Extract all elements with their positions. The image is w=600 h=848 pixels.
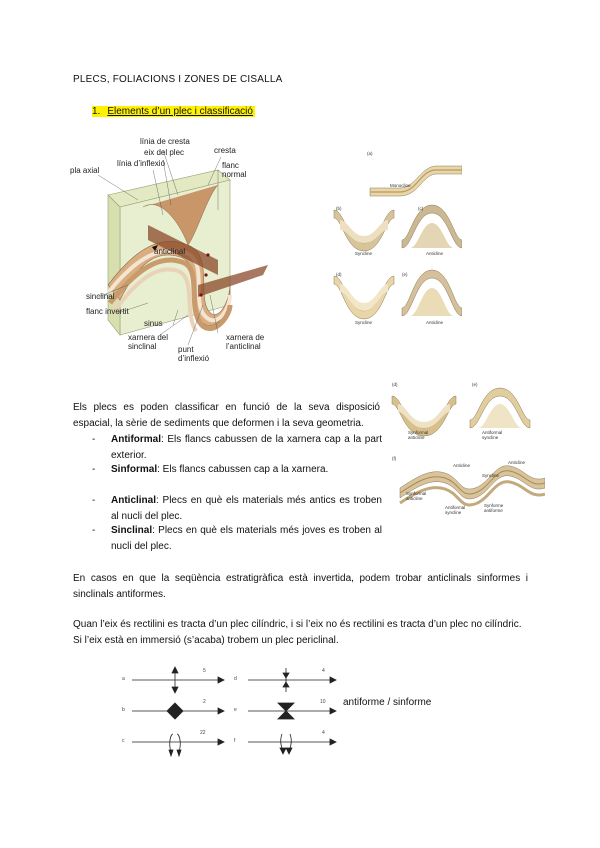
bullet-term: Sinformal (111, 464, 158, 475)
fig-d: (d) (336, 272, 342, 277)
symbol-num-c: 22 (200, 730, 206, 736)
symbols-caption: antiforme / sinforme (343, 697, 432, 708)
fig2-e: (e) (472, 382, 478, 387)
bullet-antiformal: - Antiformal: Els flancs cabussen de la xarnera cap a la part exterior. (92, 434, 382, 461)
paragraph-invertida: En casos en que la seqüència estratigràfica està invertida, podem trobar anticlinals sinformes i sinclinals antiformes. (73, 573, 528, 600)
fold-block-diagram (68, 135, 293, 370)
section-number: 1. (92, 106, 105, 117)
fig2-f: (f) (392, 456, 397, 461)
symbol-num-b: 2 (203, 699, 206, 705)
label-cresta: cresta (214, 146, 236, 155)
section-title: Elements d’un plec i classificació (107, 106, 253, 117)
symbol-num-f: 4 (322, 730, 325, 736)
bullet-term: Antiformal (111, 434, 161, 445)
label-xarnera-anticlinal: xarnera de l’anticlinal (226, 333, 265, 351)
fig-syncline-2: Syncline (355, 320, 373, 325)
fig2-antiformal-syncline-2: Antiformal syncline (445, 505, 466, 515)
fig2-synformal-anticline-2: Synformal anticline (406, 491, 427, 501)
fig-monocline: Monocline (390, 183, 411, 188)
symbol-a: a (122, 676, 125, 682)
symbol-e: e (234, 707, 237, 713)
fig2-syncline: Syncline (482, 473, 500, 478)
fig2-anticline-b: Anticline (508, 460, 526, 465)
fig2-d: (d) (392, 382, 398, 387)
section-heading (92, 106, 255, 117)
fig-e: (e) (402, 272, 408, 277)
paragraph-eix: Quan l’eix és rectilini es tracta d’un plec cilíndric, i si l’eix no és rectilini es tracta d’un plec no cilíndric. Si l’eix està en immersió (s’acaba) trobem un plec periclinal. (73, 619, 522, 646)
fold-symbols-svg (118, 664, 338, 764)
bullet-anticlinal: - Anticlinal: Plecs en què els materials més antics es troben al nucli del plec. (92, 495, 382, 522)
symbol-num-e: 10 (320, 699, 326, 705)
fig-c: (c) (418, 206, 424, 211)
fig-a: (a) (367, 151, 373, 156)
fig-anticline-2: Anticline (426, 320, 444, 325)
fig2-synformal-anticline: Synformal anticline (408, 430, 429, 440)
label-punt-inflexio: punt d’inflexió (178, 345, 210, 363)
fig-b: (b) (336, 206, 342, 211)
fig-anticline-1: Anticline (426, 251, 444, 256)
label-linia-cresta: línia de cresta (140, 137, 190, 146)
fig2-anticline-a: Anticline (453, 463, 471, 468)
fold-types-figure (330, 148, 462, 333)
fig2-antiformal-syncline: Antiformal syncline (482, 430, 503, 440)
symbol-c: c (122, 738, 125, 744)
fold-types-figure-2 (390, 378, 545, 518)
doc-title: PLECS, FOLIACIONS I ZONES DE CISALLA (73, 74, 283, 85)
symbol-f: f (234, 738, 236, 744)
label-eix-plec: eix del plec (144, 148, 185, 157)
label-linia-inflexio: línia d’inflexió (117, 159, 166, 168)
symbol-b: b (122, 707, 125, 713)
bullet-text: : Plecs en què els materials més joves es troben al nucli del plec. (111, 525, 382, 552)
label-sinclinal: sinclinal (86, 292, 115, 301)
bullet-term: Anticlinal (111, 495, 157, 506)
label-flanc-normal: flanc normal (222, 161, 247, 179)
symbol-num-a: 5 (203, 668, 206, 674)
fig2-synforme-antiforme: Synforme antiforme (484, 503, 504, 513)
label-anticlinal: anticlinal (154, 247, 186, 256)
bullet-text: : Plecs en què els materials més antics es troben al nucli del plec. (111, 495, 382, 522)
bullet-term: Sinclinal (111, 525, 153, 536)
fig-syncline-1: Syncline (355, 251, 373, 256)
bullet-text: : Els flancs cabussen de la xarnera cap a la part exterior. (111, 434, 382, 461)
intro-paragraph: Els plecs es poden classificar en funció de la seva disposició espacial, la sèrie de sediments que deformen i la seva geometria. (73, 402, 380, 429)
label-xarnera-sinclinal: xarnera del sinclinal (128, 333, 169, 351)
label-pla-axial: pla axial (70, 166, 100, 175)
bullet-sinformal: - Sinformal: Els flancs cabussen cap a la xarnera. (92, 464, 329, 475)
bullet-text: : Els flancs cabussen cap a la xarnera. (157, 464, 329, 475)
fold-symbols (118, 664, 338, 764)
label-sinus: sinus (144, 319, 163, 328)
fold-types-svg (330, 148, 462, 333)
bullet-sinclinal: - Sinclinal: Plecs en què els materials més joves es troben al nucli del plec. (92, 525, 382, 552)
symbol-d: d (234, 676, 237, 682)
symbol-num-d: 4 (322, 668, 325, 674)
label-flanc-invertit: flanc invertit (86, 307, 129, 316)
